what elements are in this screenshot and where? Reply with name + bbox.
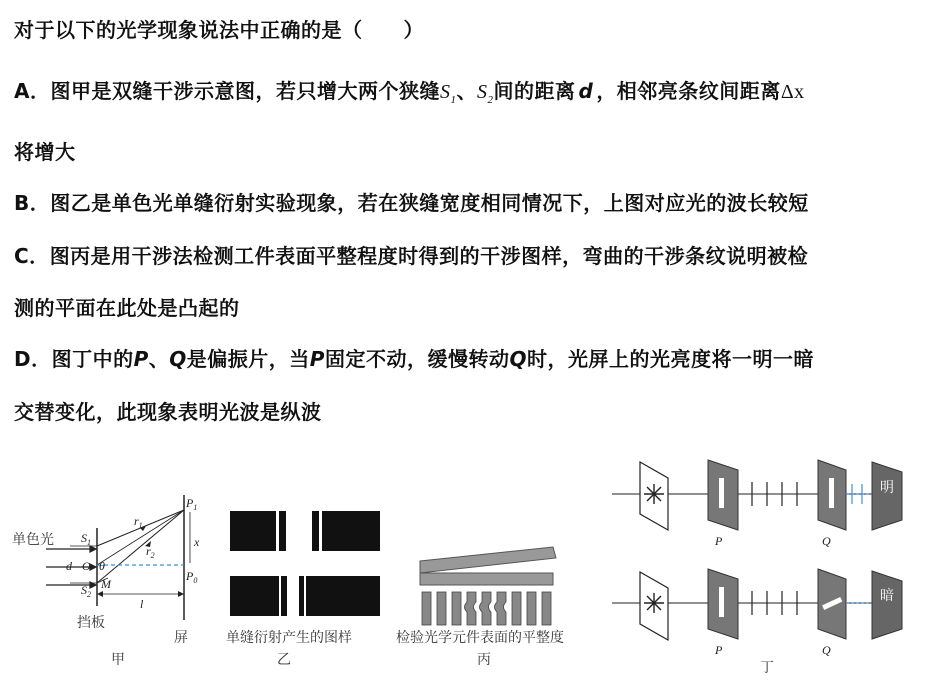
label-d: d — [66, 559, 72, 573]
label-bright: 明 — [880, 480, 894, 496]
unpolarized-star-row1 — [644, 484, 664, 504]
option-d-text-d: 时，光屏上的光亮度将一明一暗 — [526, 347, 814, 371]
label-screen: 屏 — [174, 630, 188, 646]
option-d-text-a: 图丁中的 — [51, 347, 134, 371]
option-a-text-mid: 间的距离 — [493, 79, 576, 103]
base-plate — [420, 573, 553, 585]
label-q-row1: Q — [822, 534, 831, 548]
option-a-delta-x: Δx — [780, 81, 805, 103]
option-a-s2: $S_2$ — [476, 81, 494, 106]
pattern-top-fringe-l — [276, 511, 279, 551]
option-d-sep: 、 — [148, 347, 170, 371]
label-r1: $r_1$ — [134, 514, 143, 530]
option-d-var-p: P — [133, 347, 149, 371]
option-b-label: B． — [14, 191, 51, 215]
caption-bing: 丙 — [477, 652, 491, 668]
pattern-top-center — [286, 511, 312, 551]
label-s2: $S_2$ — [81, 583, 91, 599]
option-d-text-c: 固定不动，缓慢转动 — [324, 347, 510, 371]
option-d-var-p2: P — [309, 347, 325, 371]
stem-text: 对于以下的光学现象说法中正确的是（ ） — [14, 18, 424, 42]
label-m: M — [101, 577, 111, 591]
figure-ding — [612, 460, 902, 676]
option-d-var-q2: Q — [509, 347, 527, 371]
l-arrow-right — [178, 591, 184, 597]
label-p1: $P_1$ — [186, 496, 198, 512]
label-p0: $P_0$ — [186, 569, 198, 585]
screen-row2 — [872, 571, 902, 639]
option-d-var-q: Q — [169, 347, 187, 371]
option-a-label: A． — [14, 79, 51, 103]
label-l: l — [140, 597, 144, 611]
option-a-s1: $S_1$ — [439, 81, 457, 106]
option-d-continuation: 交替变化，此现象表明光波是纵波 — [14, 400, 322, 424]
option-c-label: C． — [14, 244, 50, 268]
option-a-sep: 、 — [456, 79, 477, 103]
figure-yi — [226, 511, 380, 668]
option-a-text-after: ，相邻亮条纹间距离 — [596, 79, 781, 103]
option-a-text-before: 图甲是双缝干涉示意图，若只增大两个狭缝 — [50, 79, 440, 103]
caption-jia: 甲 — [111, 652, 125, 668]
label-o: O — [82, 559, 91, 573]
label-x: x — [194, 535, 200, 549]
slit-q-row1 — [829, 478, 834, 508]
option-c-continuation: 测的平面在此处是凸起的 — [14, 296, 240, 320]
option-a-var-d: d — [578, 79, 594, 103]
label-baffle: 挡板 — [77, 615, 105, 631]
caption-yi: 乙 — [277, 652, 291, 668]
label-theta: θ — [99, 559, 105, 573]
ray-center — [97, 510, 184, 565]
subcaption-yi: 单缝衍射产生的图样 — [226, 630, 352, 646]
caption-ding: 丁 — [760, 660, 774, 676]
wedge-top-plate — [420, 547, 556, 573]
pattern-bottom-center — [287, 576, 299, 616]
pattern-top-fringe-r — [319, 511, 322, 551]
label-p-row1: P — [715, 534, 723, 548]
label-s1: $S_1$ — [81, 531, 91, 547]
option-b-text: 图乙是单色光单缝衍射实验现象，若在狭缝宽度相同情况下，上图对应光的波长较短 — [50, 191, 809, 215]
label-p-row2: P — [715, 643, 723, 657]
option-d-label: D． — [14, 347, 52, 371]
label-r2: $r_2$ — [146, 544, 155, 560]
option-a-continuation: 将增大 — [14, 140, 76, 164]
light-label: 单色光 — [12, 532, 54, 548]
slit-p-row2 — [719, 587, 724, 617]
subcaption-bing: 检验光学元件表面的平整度 — [396, 630, 564, 646]
label-dark: 暗 — [880, 588, 894, 604]
option-c-text: 图丙是用干涉法检测工件表面平整程度时得到的干涉图样，弯曲的干涉条纹说明被检 — [49, 244, 809, 268]
figure-bing — [396, 547, 564, 668]
figure-jia — [12, 495, 200, 668]
unpolarized-star-row2 — [644, 593, 664, 613]
l-arrow-left — [97, 591, 103, 597]
pattern-bottom-fringe-r — [304, 576, 306, 616]
option-d-text-b: 是偏振片，当 — [186, 347, 310, 371]
pattern-bottom-fringe-l — [279, 576, 281, 616]
screen-row1 — [872, 462, 902, 530]
slit-p-row1 — [719, 478, 724, 508]
label-q-row2: Q — [822, 643, 831, 657]
interference-fringes — [422, 592, 551, 625]
